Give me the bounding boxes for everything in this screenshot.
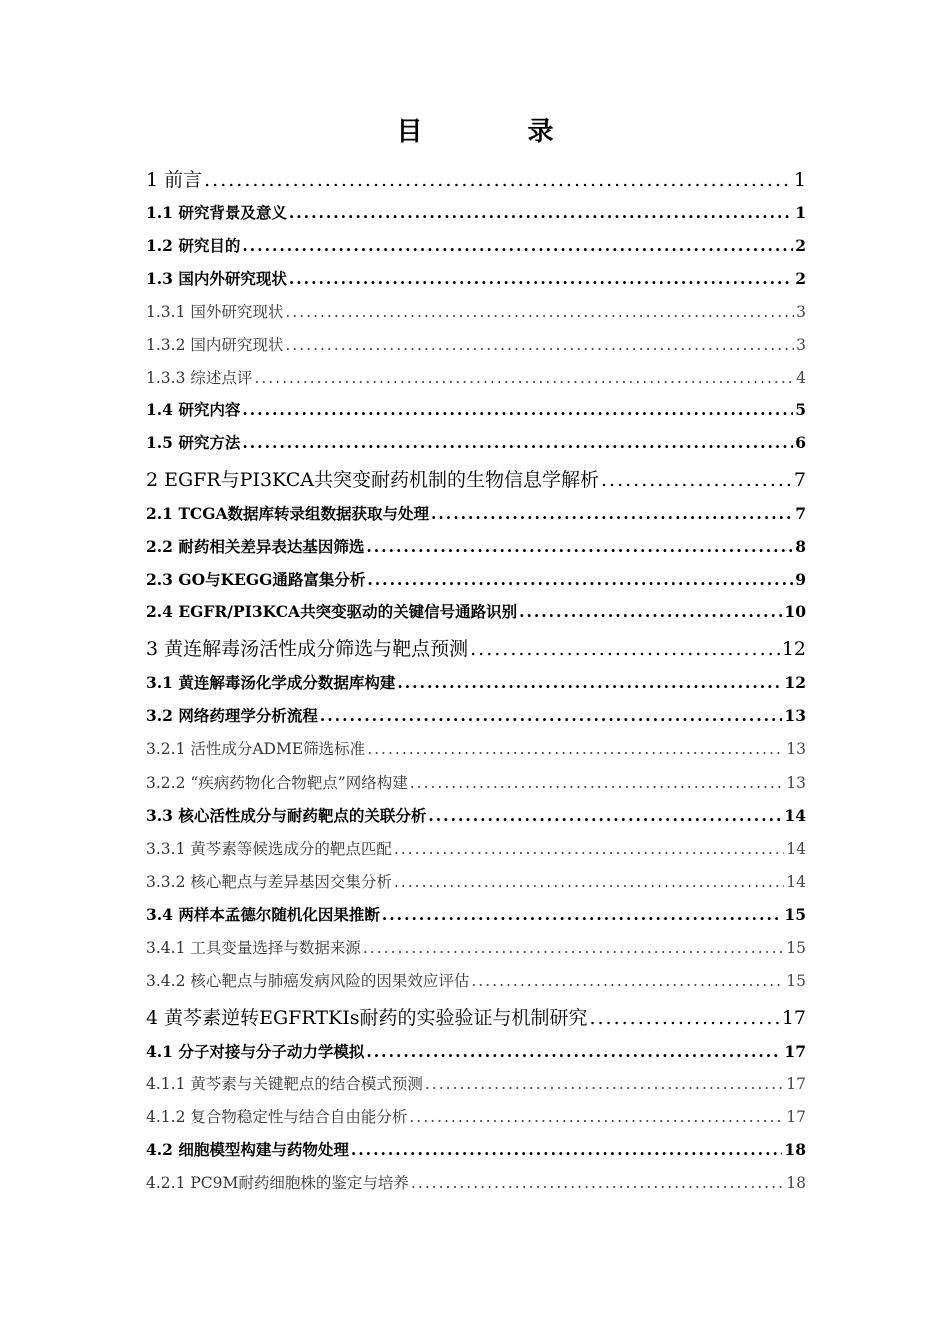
dot-leader [254,369,794,387]
dot-leader [289,269,793,288]
toc-page-number: 10 [784,602,806,621]
toc-entry[interactable] [146,568,806,592]
toc-entry[interactable] [146,1138,806,1162]
dot-leader [367,570,793,589]
toc-page-number: 15 [786,972,806,990]
dot-leader [411,1174,784,1192]
toc-entry[interactable] [146,804,806,828]
dot-leader [285,303,794,321]
toc-page-number: 1 [793,169,806,191]
toc-entry[interactable] [146,267,806,291]
toc-entry-text: 1 前言 [146,169,203,191]
toc-page-number: 18 [786,1174,806,1192]
toc-entry[interactable] [146,465,806,493]
dot-leader [470,638,780,660]
toc-page-number: 12 [784,673,806,692]
toc-entry-text: 2.1 TCGA数据库转录组数据获取与处理 [146,504,429,523]
toc-page-number: 14 [786,840,806,858]
toc-entry[interactable] [146,1171,806,1195]
toc-page-number: 7 [795,504,806,523]
toc-page-number: 17 [786,1108,806,1126]
toc-entry-text: 1.3.3 综述点评 [146,369,253,387]
toc-entry[interactable] [146,398,806,422]
toc-entry-text: 4.1.1 黄芩素与关键靶点的结合模式预测 [146,1075,423,1093]
dot-leader [431,504,793,523]
toc-entry[interactable] [146,634,806,662]
toc-entry-text: 4 黄芩素逆转EGFRTKIs耐药的实验验证与机制研究 [146,1007,588,1029]
toc-entry[interactable] [146,704,806,728]
toc-entry-text: 1.1 研究背景及意义 [146,203,287,222]
dot-leader [285,336,794,354]
toc-entry[interactable] [146,837,806,861]
toc-page-number: 15 [786,939,806,957]
toc-page-number: 15 [784,905,806,924]
toc-entry[interactable] [146,333,806,357]
toc-page-number: 5 [795,400,806,419]
toc-entry-text: 3.1 黄连解毒汤化学成分数据库构建 [146,673,396,692]
toc-entry-text: 1.3 国内外研究现状 [146,269,287,288]
dot-leader [204,169,792,191]
toc-entry[interactable] [146,431,806,455]
toc-page-number: 4 [796,369,806,387]
toc-entry[interactable] [146,671,806,695]
toc-page-number: 2 [795,269,806,288]
toc-page-number: 3 [796,336,806,354]
toc-page-number: 14 [786,873,806,891]
toc-entry[interactable] [146,300,806,324]
dot-leader [242,236,793,255]
toc-entry[interactable] [146,502,806,526]
toc-entry[interactable] [146,771,806,795]
toc-entry-text: 4.1.2 复合物稳定性与结合自由能分析 [146,1108,408,1126]
toc-entry[interactable] [146,1105,806,1129]
dot-leader [363,939,784,957]
dot-leader [394,840,784,858]
toc-entry[interactable] [146,165,806,193]
dot-leader [428,806,782,825]
toc-page-number: 13 [786,740,806,758]
toc-page-number: 1 [795,203,806,222]
toc-entry-text: 2.2 耐药相关差异表达基因筛选 [146,537,365,556]
dot-leader [242,400,793,419]
toc-entry[interactable] [146,366,806,390]
dot-leader [394,873,784,891]
toc-entry-text: 1.2 研究目的 [146,236,241,255]
dot-leader [409,1108,784,1126]
toc-page-number: 12 [781,638,806,660]
dot-leader [410,774,785,792]
toc-entry-text: 3.2 网络药理学分析流程 [146,706,318,725]
dot-leader [351,1140,783,1159]
dot-leader [366,537,793,556]
toc-entry-text: 3.3.2 核心靶点与差异基因交集分析 [146,873,392,891]
toc-entry-text: 3 黄连解毒汤活性成分筛选与靶点预测 [146,638,469,660]
dot-leader [367,740,784,758]
toc-entry-text: 1.3.2 国内研究现状 [146,336,284,354]
toc-entry-text: 2.4 EGFR/PI3KCA共突变驱动的关键信号通路识别 [146,602,518,621]
toc-entry-text: 3.3 核心活性成分与耐药靶点的关联分析 [146,806,427,825]
dot-leader [601,469,792,491]
toc-entry[interactable] [146,600,806,624]
toc-entry-text: 3.4 两样本孟德尔随机化因果推断 [146,905,380,924]
toc-entry[interactable] [146,903,806,927]
toc-page-number: 17 [784,1042,806,1061]
toc-page-number: 14 [784,806,806,825]
toc-title: 目 录 [396,117,602,147]
toc-entry[interactable] [146,1072,806,1096]
toc-entry-text: 4.2.1 PC9M耐药细胞株的鉴定与培养 [146,1174,409,1192]
dot-leader [471,972,784,990]
toc-entry-text: 1.4 研究内容 [146,400,241,419]
toc-entry-text: 2.3 GO与KEGG通路富集分析 [146,570,366,589]
toc-entry-text: 3.4.1 工具变量选择与数据来源 [146,939,361,957]
toc-entry[interactable] [146,1003,806,1031]
toc-page-number: 13 [784,706,806,725]
toc-entry-text: 1.5 研究方法 [146,433,241,452]
toc-page-number: 2 [795,236,806,255]
toc-entry-text: 4.1 分子对接与分子动力学模拟 [146,1042,365,1061]
toc-entry[interactable] [146,969,806,993]
dot-leader [289,203,793,222]
toc-entry-text: 3.4.2 核心靶点与肺癌发病风险的因果效应评估 [146,972,470,990]
toc-entry[interactable] [146,870,806,894]
dot-leader [382,905,783,924]
toc-page-number: 17 [786,1075,806,1093]
toc-page-number: 3 [796,303,806,321]
dot-leader [320,706,783,725]
toc-entry[interactable] [146,1040,806,1064]
toc-entry-text: 3.2.2 “疾病药物化合物靶点”网络构建 [146,774,408,792]
toc-entry[interactable] [146,234,806,258]
toc-entry[interactable] [146,201,806,225]
toc-entry-text: 3.2.1 活性成分ADME筛选标准 [146,740,366,758]
toc-entry-text: 4.2 细胞模型构建与药物处理 [146,1140,349,1159]
toc-page-number: 9 [795,570,806,589]
toc-entry-text: 3.3.1 黄芩素等候选成分的靶点匹配 [146,840,392,858]
toc-page-number: 17 [781,1007,806,1029]
toc-page-number: 8 [795,537,806,556]
toc-entry[interactable] [146,535,806,559]
toc-entry-text: 1.3.1 国外研究现状 [146,303,284,321]
toc-entry-text: 2 EGFR与PI3KCA共突变耐药机制的生物信息学解析 [146,469,599,491]
toc-entry[interactable] [146,936,806,960]
toc-page-number: 6 [795,433,806,452]
toc-page-number: 13 [786,774,806,792]
dot-leader [589,1007,779,1029]
dot-leader [242,433,793,452]
dot-leader [425,1075,784,1093]
toc-page-number: 7 [793,469,806,491]
dot-leader [519,602,782,621]
toc-entry[interactable] [146,737,806,761]
dot-leader [397,673,782,692]
toc-page-number: 18 [784,1140,806,1159]
dot-leader [366,1042,782,1061]
